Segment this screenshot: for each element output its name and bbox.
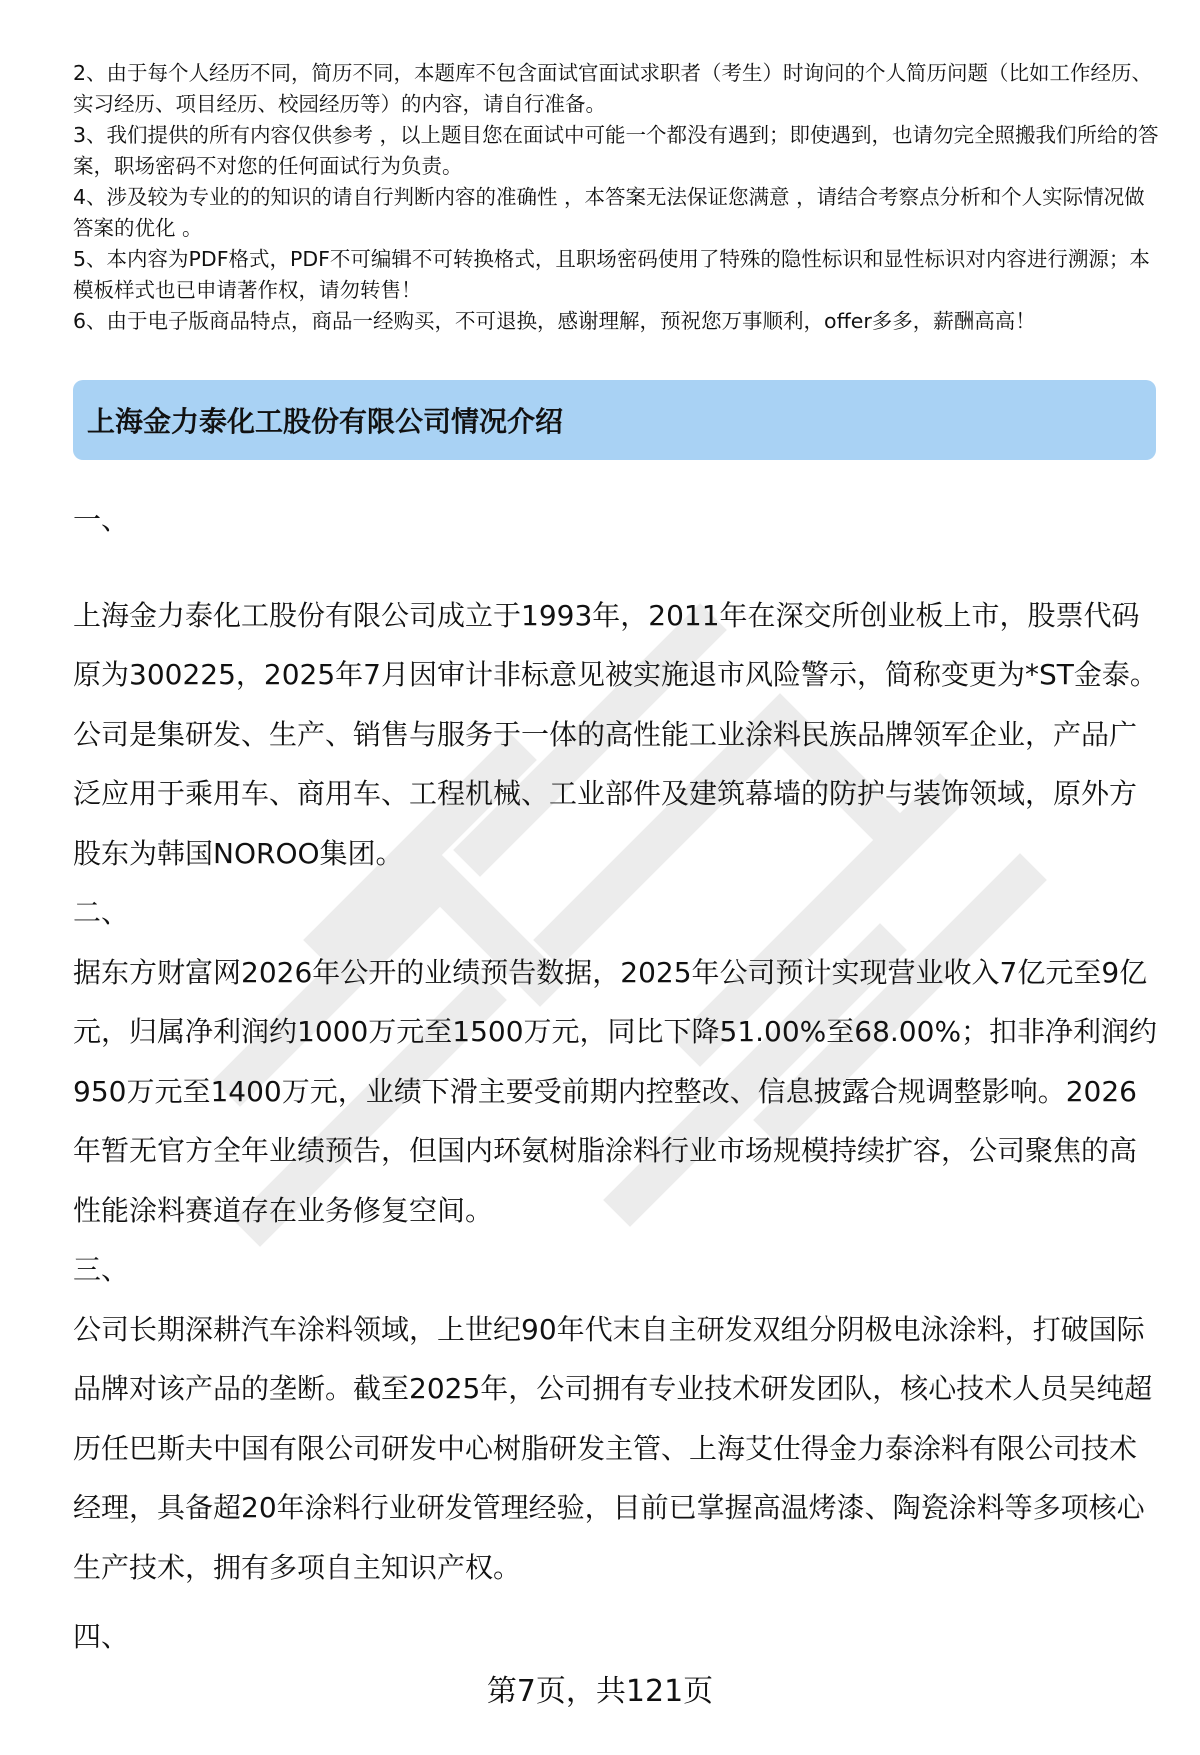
note-item: 6、由于电子版商品特点，商品一经购买，不可退换，感谢理解，预祝您万事顺利，offer多多，薪酬高高！ <box>73 309 1036 333</box>
company-intro <box>73 490 1163 1667</box>
page-number: 第7页，共121页 <box>486 1674 714 1709</box>
note-item: 3、我们提供的所有内容仅供参考 ，以上题目您在面试中可能一个都没有遇到；即使遇到，也请勿完全照搬我们所给的答案，职场密码不对您的任何面试行为负责。 <box>73 123 1159 178</box>
part-text-2: 据东方财富网2026年公开的业绩预告数据，2025年公司预计实现营业收入7亿元至9亿元，归属净利润约1000万元至1500万元，同比下降51.00%至68.00%；扣非净利润约950万元至1400万元，业绩下滑主要受前期内控整改、信息披露合规调整影响。2026年暂无官方全年业绩预告，但国内环氨树脂涂料行业市场规模持续扩容，公司聚焦的高性能涂料赛道存在业务修复空间。 <box>73 955 1158 1227</box>
part-text-3: 公司长期深耕汽车涂料领域，上世纪90年代末自主研发双组分阴极电泳涂料，打破国际品牌对该产品的垄断。截至2025年，公司拥有专业技术研发团队，核心技术人员吴纯超历任巴斯夫中国有限公司研发中心树脂研发主管、上海艾仕得金力泰涂料有限公司技术经理，具备超20年涂料行业研发管理经验，目前已掌握高温烤漆、陶瓷涂料等多项核心生产技术，拥有多项自主知识产权。 <box>73 1312 1153 1584</box>
section-banner <box>73 380 1156 460</box>
notes-block <box>73 58 1163 337</box>
part-heading-1: 一、 <box>73 503 130 536</box>
section-title: 上海金力泰化工股份有限公司情况介绍 <box>87 405 564 438</box>
note-item: 4、涉及较为专业的的知识的请自行判断内容的准确性 ，本答案无法保证您满意 ，请结合考察点分析和个人实际情况做答案的优化 。 <box>73 185 1145 240</box>
part-text-1: 上海金力泰化工股份有限公司成立于1993年，2011年在深交所创业板上市，股票代码原为300225，2025年7月因审计非标意见被实施退市风险警示，简称变更为*ST金泰。公司是集研发、生产、销售与服务于一体的高性能工业涂料民族品牌领军企业，产品广泛应用于乘用车、商用车、工程机械、工业部件及建筑幕墙的防护与装饰领域，原外方股东为韩国NOROO集团。 <box>73 598 1158 870</box>
note-item: 5、本内容为PDF格式，PDF不可编辑不可转换格式，且职场密码使用了特殊的隐性标识和显性标识对内容进行溯源；本模板样式也已申请著作权，请勿转售！ <box>73 247 1150 302</box>
part-heading-4: 四、 <box>73 1620 130 1653</box>
part-heading-3: 三、 <box>73 1253 130 1286</box>
note-item: 2、由于每个人经历不同，简历不同，本题库不包含面试官面试求职者（考生）时询问的个人简历问题（比如工作经历、实习经历、项目经历、校园经历等）的内容，请自行准备。 <box>73 61 1153 116</box>
part-heading-2: 二、 <box>73 896 130 929</box>
